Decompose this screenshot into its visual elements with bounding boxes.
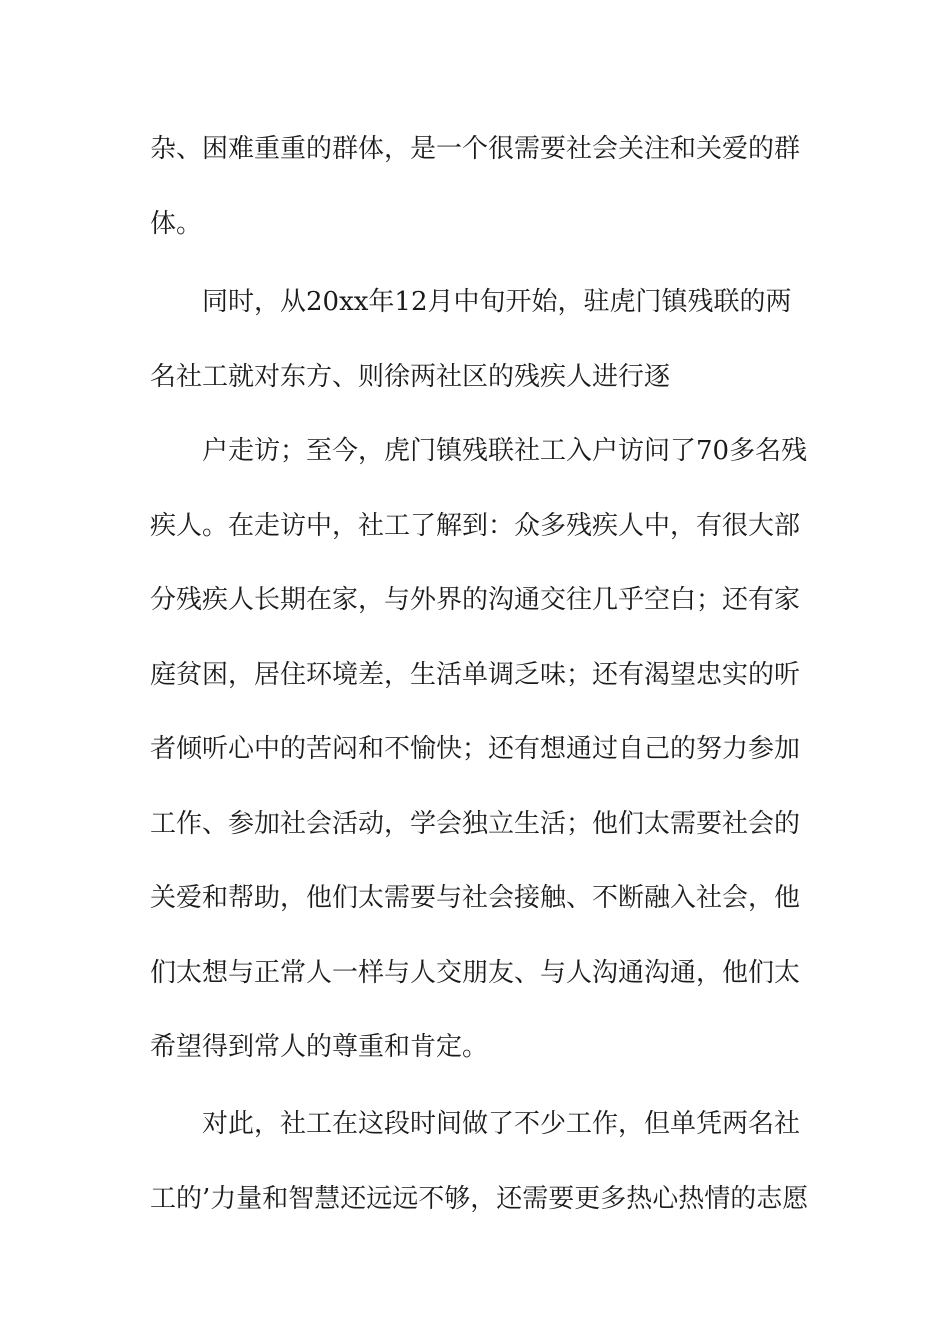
text-line-11: 关爱和帮助，他们太需要与社会接触、不断融入社会，他: [150, 883, 801, 913]
text-line-6: 疾人。在走访中，社工了解到：众多残疾人中，有很大部: [150, 511, 801, 541]
text-line-10: 工作、参加社会活动，学会独立生活；他们太需要社会的: [150, 809, 801, 839]
text-line-13: 希望得到常人的尊重和肯定。: [150, 1032, 489, 1062]
text-line-12: 们太想与正常人一样与人交朋友、与人沟通沟通，他们太: [150, 958, 801, 988]
text-line-14: 对此，社工在这段时间做了不少工作，但单凭两名社: [202, 1109, 801, 1139]
text-line-8: 庭贫困，居住环境差，生活单调乏味；还有渴望忠实的听: [150, 660, 801, 690]
text-line-5: 户走访；至今，虎门镇残联社工入户访问了70多名残: [202, 436, 808, 466]
text-line-7: 分残疾人长期在家，与外界的沟通交往几乎空白；还有家: [150, 585, 801, 615]
text-line-2: 体。: [150, 209, 203, 239]
text-line-1: 杂、困难重重的群体，是一个很需要社会关注和关爱的群: [150, 134, 801, 164]
text-line-3: 同时，从20xx年12月中旬开始，驻虎门镇残联的两: [202, 287, 792, 317]
text-line-9: 者倾听心中的苦闷和不愉快；还有想通过自己的努力参加: [150, 734, 801, 764]
text-line-4: 名社工就对东方、则徐两社区的残疾人进行逐: [150, 362, 671, 392]
text-line-15: 工的’力量和智慧还远远不够，还需要更多热心热情的志愿: [150, 1184, 809, 1214]
